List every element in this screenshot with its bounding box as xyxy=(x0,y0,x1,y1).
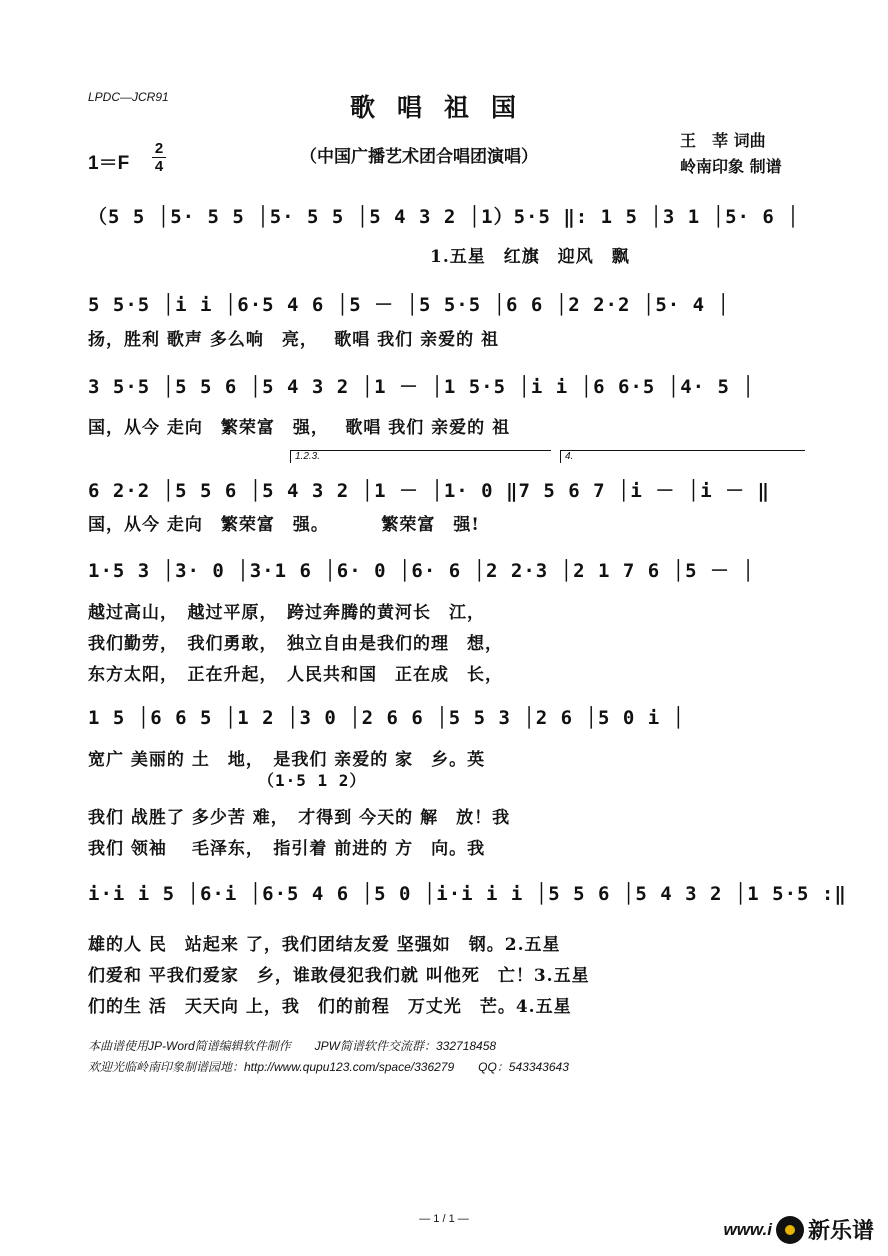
lyricist-composer-credit: 王 莘 词曲 xyxy=(680,131,766,150)
lyric-row-5-3: 东方太阳， 正在升起， 人民共和国 正在成 长， xyxy=(88,665,503,685)
performer-subtitle: （中国广播艺术团合唱团演唱） xyxy=(300,147,538,167)
notation-row-3: 3 5·5 │5 5 6 │5 4 3 2 │1 － │1 5·5 │i i │6 6·5 │4· 5 │ xyxy=(88,376,755,398)
notation-row-2: 5 5·5 │i i │6·5 4 6 │5 － │5 5·5 │6 6 │2 2·2 │5· 4 │ xyxy=(88,294,730,316)
lyric-row-7-2: 们爱和 平我们爱家 乡，谁敢侵犯我们就 叫他死 亡！3.五星 xyxy=(88,966,590,986)
notation-row-4: 6 2·2 │5 5 6 │5 4 3 2 │1 － │1· 0 ‖7 5 6 7 │i － │i － ‖ xyxy=(88,480,770,502)
volta-bracket-1: 1.2.3. xyxy=(290,450,551,463)
record-disc-icon xyxy=(776,1216,804,1244)
notation-row-5: 1·5 3 │3· 0 │3·1 6 │6· 0 │6· 6 │2 2·3 │2 1 7 6 │5 － │ xyxy=(88,560,755,582)
lyric-row-7-3: 们的生 活 天天向 上，我 们的前程 万丈光 芒。4.五星 xyxy=(88,997,572,1017)
lyric-row-3-1: 国，从今 走向 繁荣富 强， 歌唱 我们 亲爱的 祖 xyxy=(88,418,511,438)
watermark xyxy=(723,1214,874,1245)
notation-row-7: i·i i 5 │6·i │6·5 4 6 │5 0 │i·i i i │5 5 6 │5 4 3 2 │1 5·5 :‖ xyxy=(88,883,847,905)
watermark-name: 新乐谱 xyxy=(807,1219,874,1244)
arranger-credit: 岭南印象 制谱 xyxy=(680,157,782,176)
watermark-url: www.i xyxy=(723,1219,772,1239)
lyric-row-5-1: 越过高山， 越过平原， 跨过奔腾的黄河长 江， xyxy=(88,603,485,623)
software-note: 本曲谱使用JP-Word简谱编辑软件制作 JPW简谱软件交流群：332718458 xyxy=(88,1039,497,1053)
score-code: LPDC—JCR91 xyxy=(88,90,169,104)
time-sig-top: 2 xyxy=(154,140,164,157)
lyric-row-6-1: 宽广 美丽的 土 地， 是我们 亲爱的 家 乡。英 xyxy=(88,750,486,770)
time-signature xyxy=(152,141,166,174)
notation-row-1: （5 5 │5· 5 5 │5· 5 5 │5 4 3 2 │1）5·5 ‖: 1 5 │3 1 │5· 6 │ xyxy=(88,206,800,228)
lyric-row-2-1: 扬，胜利 歌声 多么响 亮， 歌唱 我们 亲爱的 祖 xyxy=(88,330,500,350)
lyric-row-1-1: 1.五星 红旗 迎风 飘 xyxy=(88,247,630,267)
lyric-row-6-2: 我们 战胜了 多少苦 难， 才得到 今天的 解 放！我 xyxy=(88,808,511,828)
alternate-notes: （1·5 1 2） xyxy=(258,771,367,790)
time-sig-bottom: 4 xyxy=(154,158,164,175)
volta-bracket-2: 4. xyxy=(560,450,805,463)
song-title: 歌唱祖国 xyxy=(349,93,538,122)
lyric-row-7-1: 雄的人 民 站起来 了，我们团结友爱 坚强如 钢。2.五星 xyxy=(88,935,561,955)
lyric-row-4-1: 国，从今 走向 繁荣富 强。 繁荣富 强! xyxy=(88,515,480,535)
lyric-row-6-3: 我们 领袖 毛泽东， 指引着 前进的 方 向。我 xyxy=(88,839,486,859)
notation-row-6: 1 5 │6 6 5 │1 2 │3 0 │2 6 6 │5 5 3 │2 6 │5 0 i │ xyxy=(88,707,686,729)
lyric-row-5-2: 我们勤劳， 我们勇敢， 独立自由是我们的理 想， xyxy=(88,634,503,654)
page-number: — 1 / 1 — xyxy=(419,1213,469,1225)
website-note: 欢迎光临岭南印象制谱园地：http://www.qupu123.com/space/336279 QQ：543343643 xyxy=(88,1060,569,1074)
key-signature: 1＝F xyxy=(88,153,130,174)
